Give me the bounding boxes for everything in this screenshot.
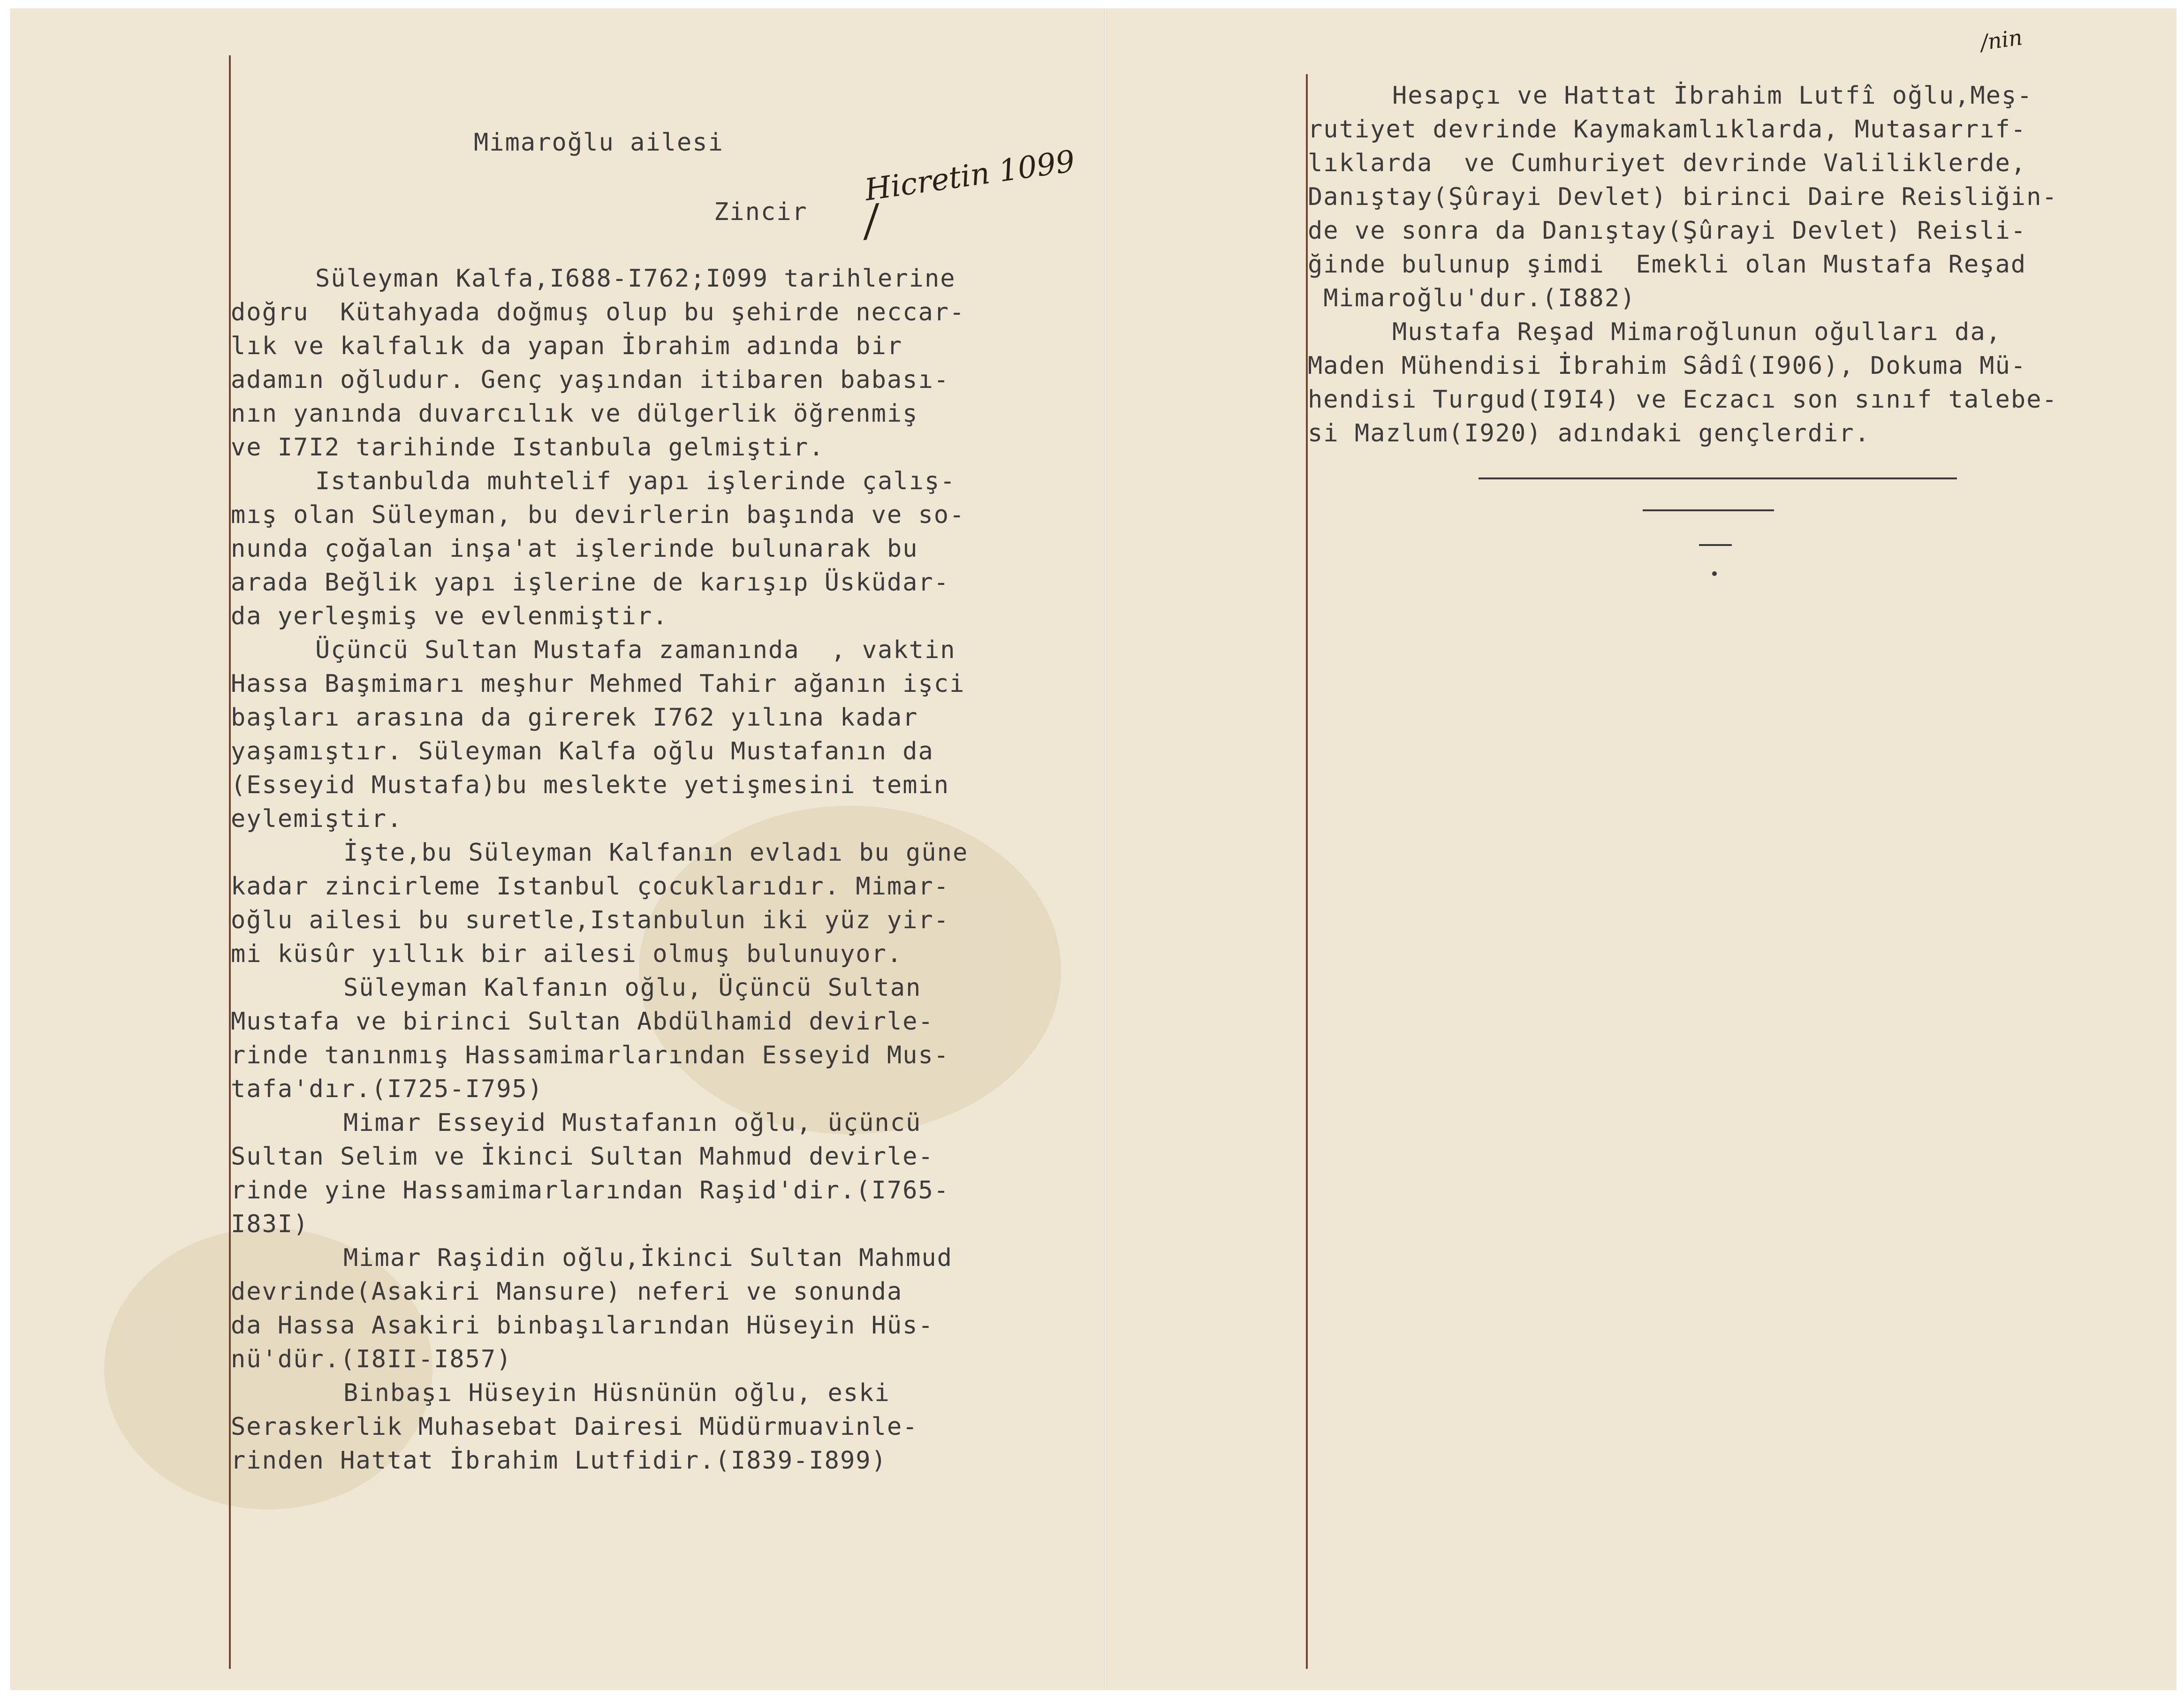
- text-line: nunda çoğalan inşa'at işlerinde bulunarak bu: [231, 535, 918, 563]
- text-line: oğlu ailesi bu suretle,Istanbulun iki yüz yir-: [231, 906, 950, 934]
- text-line: Mustafa Reşad Mimaroğlunun oğulları da,: [1392, 318, 2002, 346]
- text-line: Süleyman Kalfa,I688-I762;I099 tarihlerine: [315, 265, 956, 293]
- text-line: rinde tanınmış Hassamimarlarından Esseyid Mus-: [231, 1041, 950, 1069]
- text-line: ve I7I2 tarihinde Istanbula gelmiştir.: [231, 433, 825, 462]
- text-line: eylemiştir.: [231, 805, 403, 833]
- text-line: hendisi Turgud(I9I4) ve Eczacı son sınıf talebe-: [1308, 386, 2058, 414]
- text-line: de ve sonra da Danıştay(Şûrayi Devlet) Reisli-: [1308, 217, 2027, 245]
- text-line: yaşamıştır. Süleyman Kalfa oğlu Mustafanın da: [231, 737, 934, 765]
- text-line: rutiyet devrinde Kaymakamlıklarda, Mutasarrıf-: [1308, 115, 2027, 144]
- text-line: Sultan Selim ve İkinci Sultan Mahmud devirle-: [231, 1143, 934, 1171]
- text-line: arada Beğlik yapı işlerine de karışıp Üsküdar-: [231, 568, 950, 597]
- handwritten-note-hijri: Hicretin 1099: [863, 144, 1077, 208]
- document-sheet: [10, 8, 2176, 1690]
- text-line: Süleyman Kalfanın oğlu, Üçüncü Sultan: [343, 974, 922, 1002]
- text-line: Binbaşı Hüseyin Hüsnünün oğlu, eski: [343, 1379, 890, 1407]
- text-line: nü'dür.(I8II-I857): [231, 1345, 512, 1373]
- handwritten-note-nin: /nin: [1979, 24, 2024, 55]
- text-line: Mimaroğlu'dur.(I882): [1308, 284, 1636, 312]
- text-line: si Mazlum(I920) adındaki gençlerdir.: [1308, 419, 1871, 447]
- text-line: tafa'dır.(I725-I795): [231, 1075, 544, 1103]
- text-line: doğru Kütahyada doğmuş olup bu şehirde neccar-: [231, 298, 965, 326]
- text-line: mi küsûr yıllık bir ailesi olmuş bulunuyor.: [231, 940, 903, 968]
- text-line: Istanbulda muhtelif yapı işlerinde çalış-: [315, 467, 956, 495]
- text-line: Mimar Esseyid Mustafanın oğlu, üçüncü: [343, 1109, 922, 1137]
- text-line: da yerleşmiş ve evlenmiştir.: [231, 602, 668, 630]
- text-line: rinden Hattat İbrahim Lutfidir.(I839-I899): [231, 1447, 887, 1475]
- text-line: kadar zincirleme Istanbul çocuklarıdır. Mimar-: [231, 872, 950, 901]
- text-line: başları arasına da girerek I762 yılına kadar: [231, 704, 918, 732]
- text-line: Seraskerlik Muhasebat Dairesi Müdürmuavinle-: [231, 1413, 918, 1441]
- text-line: Mustafa ve birinci Sultan Abdülhamid devirle-: [231, 1008, 934, 1036]
- text-line: mış olan Süleyman, bu devirlerin başında ve so-: [231, 501, 965, 529]
- closing-rule-short: [1699, 544, 1732, 546]
- text-line: lık ve kalfalık da yapan İbrahim adında bir: [231, 332, 903, 360]
- text-line: Üçüncü Sultan Mustafa zamanında , vaktin: [315, 636, 956, 664]
- text-line: Hesapçı ve Hattat İbrahim Lutfî oğlu,Meş-: [1392, 82, 2033, 110]
- document-title: Mimaroğlu ailesi: [474, 129, 724, 157]
- text-line: Hassa Başmimarı meşhur Mehmed Tahir ağanın işci: [231, 670, 965, 698]
- text-line: rinde yine Hassamimarlarından Raşid'dir.(I765-: [231, 1176, 950, 1205]
- text-line: Danıştay(Şûrayi Devlet) birinci Daire Reisliğin-: [1308, 183, 2058, 211]
- text-line: Maden Mühendisi İbrahim Sâdî(I906), Dokuma Mü-: [1308, 352, 2027, 380]
- text-line: Mimar Raşidin oğlu,İkinci Sultan Mahmud: [343, 1244, 953, 1272]
- text-line: devrinde(Asakiri Mansure) neferi ve sonunda: [231, 1278, 903, 1306]
- text-line: (Esseyid Mustafa)bu meslekte yetişmesini temin: [231, 771, 950, 799]
- right-page-text: [1308, 79, 2171, 450]
- closing-rule-long: [1479, 477, 1957, 479]
- text-line: I83I): [231, 1210, 309, 1238]
- text-line: ğinde bulunup şimdi Emekli olan Mustafa Reşad: [1308, 250, 2027, 279]
- text-line: da Hassa Asakiri binbaşılarından Hüseyin Hüs-: [231, 1311, 934, 1340]
- text-line: lıklarda ve Cumhuriyet devrinde Valiliklerde,: [1308, 149, 2027, 177]
- closing-dot: [1712, 571, 1717, 576]
- text-line: adamın oğludur. Genç yaşından itibaren babası-: [231, 366, 950, 394]
- closing-rule-medium: [1643, 509, 1774, 511]
- text-line: İşte,bu Süleyman Kalfanın evladı bu güne: [343, 839, 969, 867]
- document-subtitle: Zincir: [714, 198, 808, 226]
- handwritten-stroke: /: [860, 195, 882, 246]
- text-line: nın yanında duvarcılık ve dülgerlik öğrenmiş: [231, 400, 918, 428]
- left-page-text: [231, 262, 1113, 1477]
